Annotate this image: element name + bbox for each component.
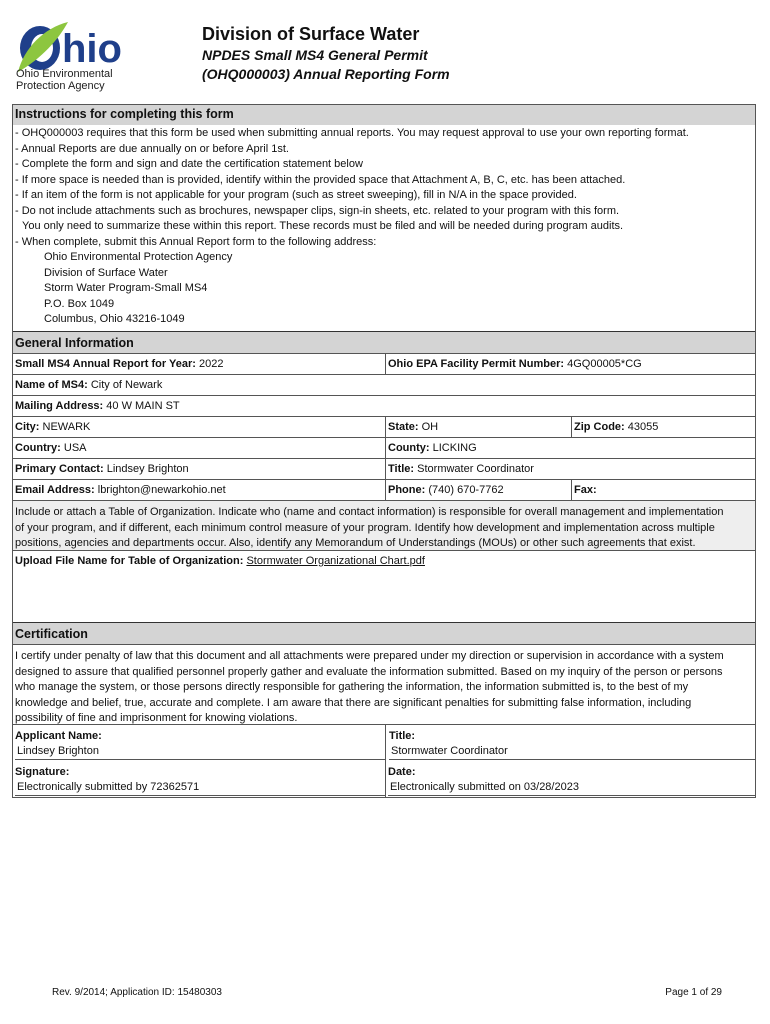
- certification-heading: Certification: [13, 622, 755, 644]
- mailing-address-row: [13, 395, 755, 416]
- signature-field[interactable]: Signature: Electronically submitted by 72362571: [13, 765, 385, 796]
- certification-statement: I certify under penalty of law that this document and all attachments were prepared under my direction or supervision in accordance with a system designed to assure that qualified personnel properly gather and evaluate the information submitted. Based on my inquiry of the person or persons who manage the system, or those persons directly responsible for gathering the information, the information submitted is, to the best of my knowledge and belief, true, accurate and complete. I am aware that there are significant penalties for submitting false information, including possibility of fine and imprisonment for knowing violations.: [13, 644, 755, 724]
- address-line: Storm Water Program-Small MS4: [44, 282, 208, 294]
- email-field[interactable]: Email Address: lbrighton@newarkohio.net: [15, 484, 226, 496]
- upload-label: Upload File Name for Table of Organization:: [15, 555, 244, 567]
- logo-word: hio: [62, 27, 122, 71]
- phone-field[interactable]: Phone: (740) 670-7762: [385, 480, 571, 500]
- instructions-list: [15, 126, 689, 328]
- permit-number-field[interactable]: Ohio EPA Facility Permit Number: 4GQ00005*CG: [385, 354, 755, 374]
- instruction-line: - When complete, submit this Annual Report form to the following address:: [15, 235, 377, 248]
- address-line: Division of Surface Water: [44, 266, 168, 279]
- instruction-line: - If an item of the form is not applicable for your program (such as street sweeping), fill in N/A in the space provided.: [15, 189, 577, 201]
- instructions-heading: Instructions for completing this form: [13, 105, 755, 125]
- table-of-organization-instructions: Include or attach a Table of Organization. Indicate who (name and contact information) is responsible for overall management and implementation of your program, and if different, each minimum control measure of your program. Identify how development and implementation across multiple positions, agencies and departments occur. Also, identify any Memorandum of Understandings (MOUs) or other such agreements that exist.: [13, 500, 755, 550]
- country-field[interactable]: Country: USA: [15, 442, 87, 454]
- address-line: Columbus, Ohio 43216-1049: [44, 313, 185, 325]
- logo-agency-name: Ohio Environmental Protection Agency: [16, 68, 113, 92]
- county-field[interactable]: County: LICKING: [385, 438, 755, 458]
- signature-block: [13, 724, 755, 796]
- instruction-line: - Complete the form and sign and date the certification statement below: [15, 158, 363, 170]
- email-phone-fax-row: [13, 479, 755, 500]
- applicant-name-field[interactable]: Applicant Name: Lindsey Brighton: [13, 729, 385, 760]
- uploaded-file-link[interactable]: Stormwater Organizational Chart.pdf: [246, 555, 425, 567]
- instruction-line: - OHQ000003 requires that this form be used when submitting annual reports. You may request approval to use your own reporting format.: [15, 127, 689, 139]
- page-title: Division of Surface Water: [202, 24, 420, 44]
- address-line: Ohio Environmental Protection Agency: [44, 251, 233, 263]
- instruction-line: You only need to summarize these within this report. These records must be filed and will be needed during program audits.: [22, 220, 624, 232]
- fax-field[interactable]: Fax:: [571, 480, 755, 500]
- mailing-address-field[interactable]: Mailing Address: 40 W MAIN ST: [15, 400, 180, 412]
- zip-code-field[interactable]: Zip Code: 43055: [571, 417, 755, 437]
- instruction-line: - Do not include attachments such as brochures, newspaper clips, sign-in sheets, etc. related to your program with this form.: [15, 204, 620, 217]
- report-year-field[interactable]: Small MS4 Annual Report for Year: 2022: [15, 358, 224, 370]
- city-field[interactable]: City: NEWARK: [15, 421, 91, 433]
- footer-revision: Rev. 9/2014; Application ID: 15480303: [52, 987, 222, 998]
- date-field[interactable]: Date: Electronically submitted on 03/28/2023: [385, 761, 755, 796]
- footer-page-number: Page 1 of 29: [665, 987, 722, 998]
- contact-row: [13, 458, 755, 479]
- applicant-title-field[interactable]: Title: Stormwater Coordinator: [385, 725, 755, 797]
- ms4-name-row: [13, 374, 755, 395]
- contact-title-field[interactable]: Title: Stormwater Coordinator: [385, 459, 755, 479]
- country-county-row: [13, 437, 755, 458]
- upload-table-of-organization: [13, 550, 755, 622]
- report-year-row: [13, 353, 755, 374]
- annual-report-form: [12, 104, 756, 798]
- ms4-name-field[interactable]: Name of MS4: City of Newark: [15, 379, 163, 391]
- primary-contact-field[interactable]: Primary Contact: Lindsey Brighton: [15, 463, 189, 475]
- instruction-line: - Annual Reports are due annually on or before April 1st.: [15, 142, 289, 155]
- state-field[interactable]: State: OH: [385, 417, 571, 437]
- page-subtitle: NPDES Small MS4 General Permit (OHQ000003) Annual Reporting Form: [202, 47, 450, 82]
- instruction-line: - If more space is needed than is provided, identify within the provided space that Attachment A, B, C, etc. has been attached.: [15, 173, 626, 186]
- city-state-zip-row: [13, 416, 755, 437]
- address-line: P.O. Box 1049: [44, 297, 115, 310]
- general-information-heading: General Information: [13, 331, 755, 353]
